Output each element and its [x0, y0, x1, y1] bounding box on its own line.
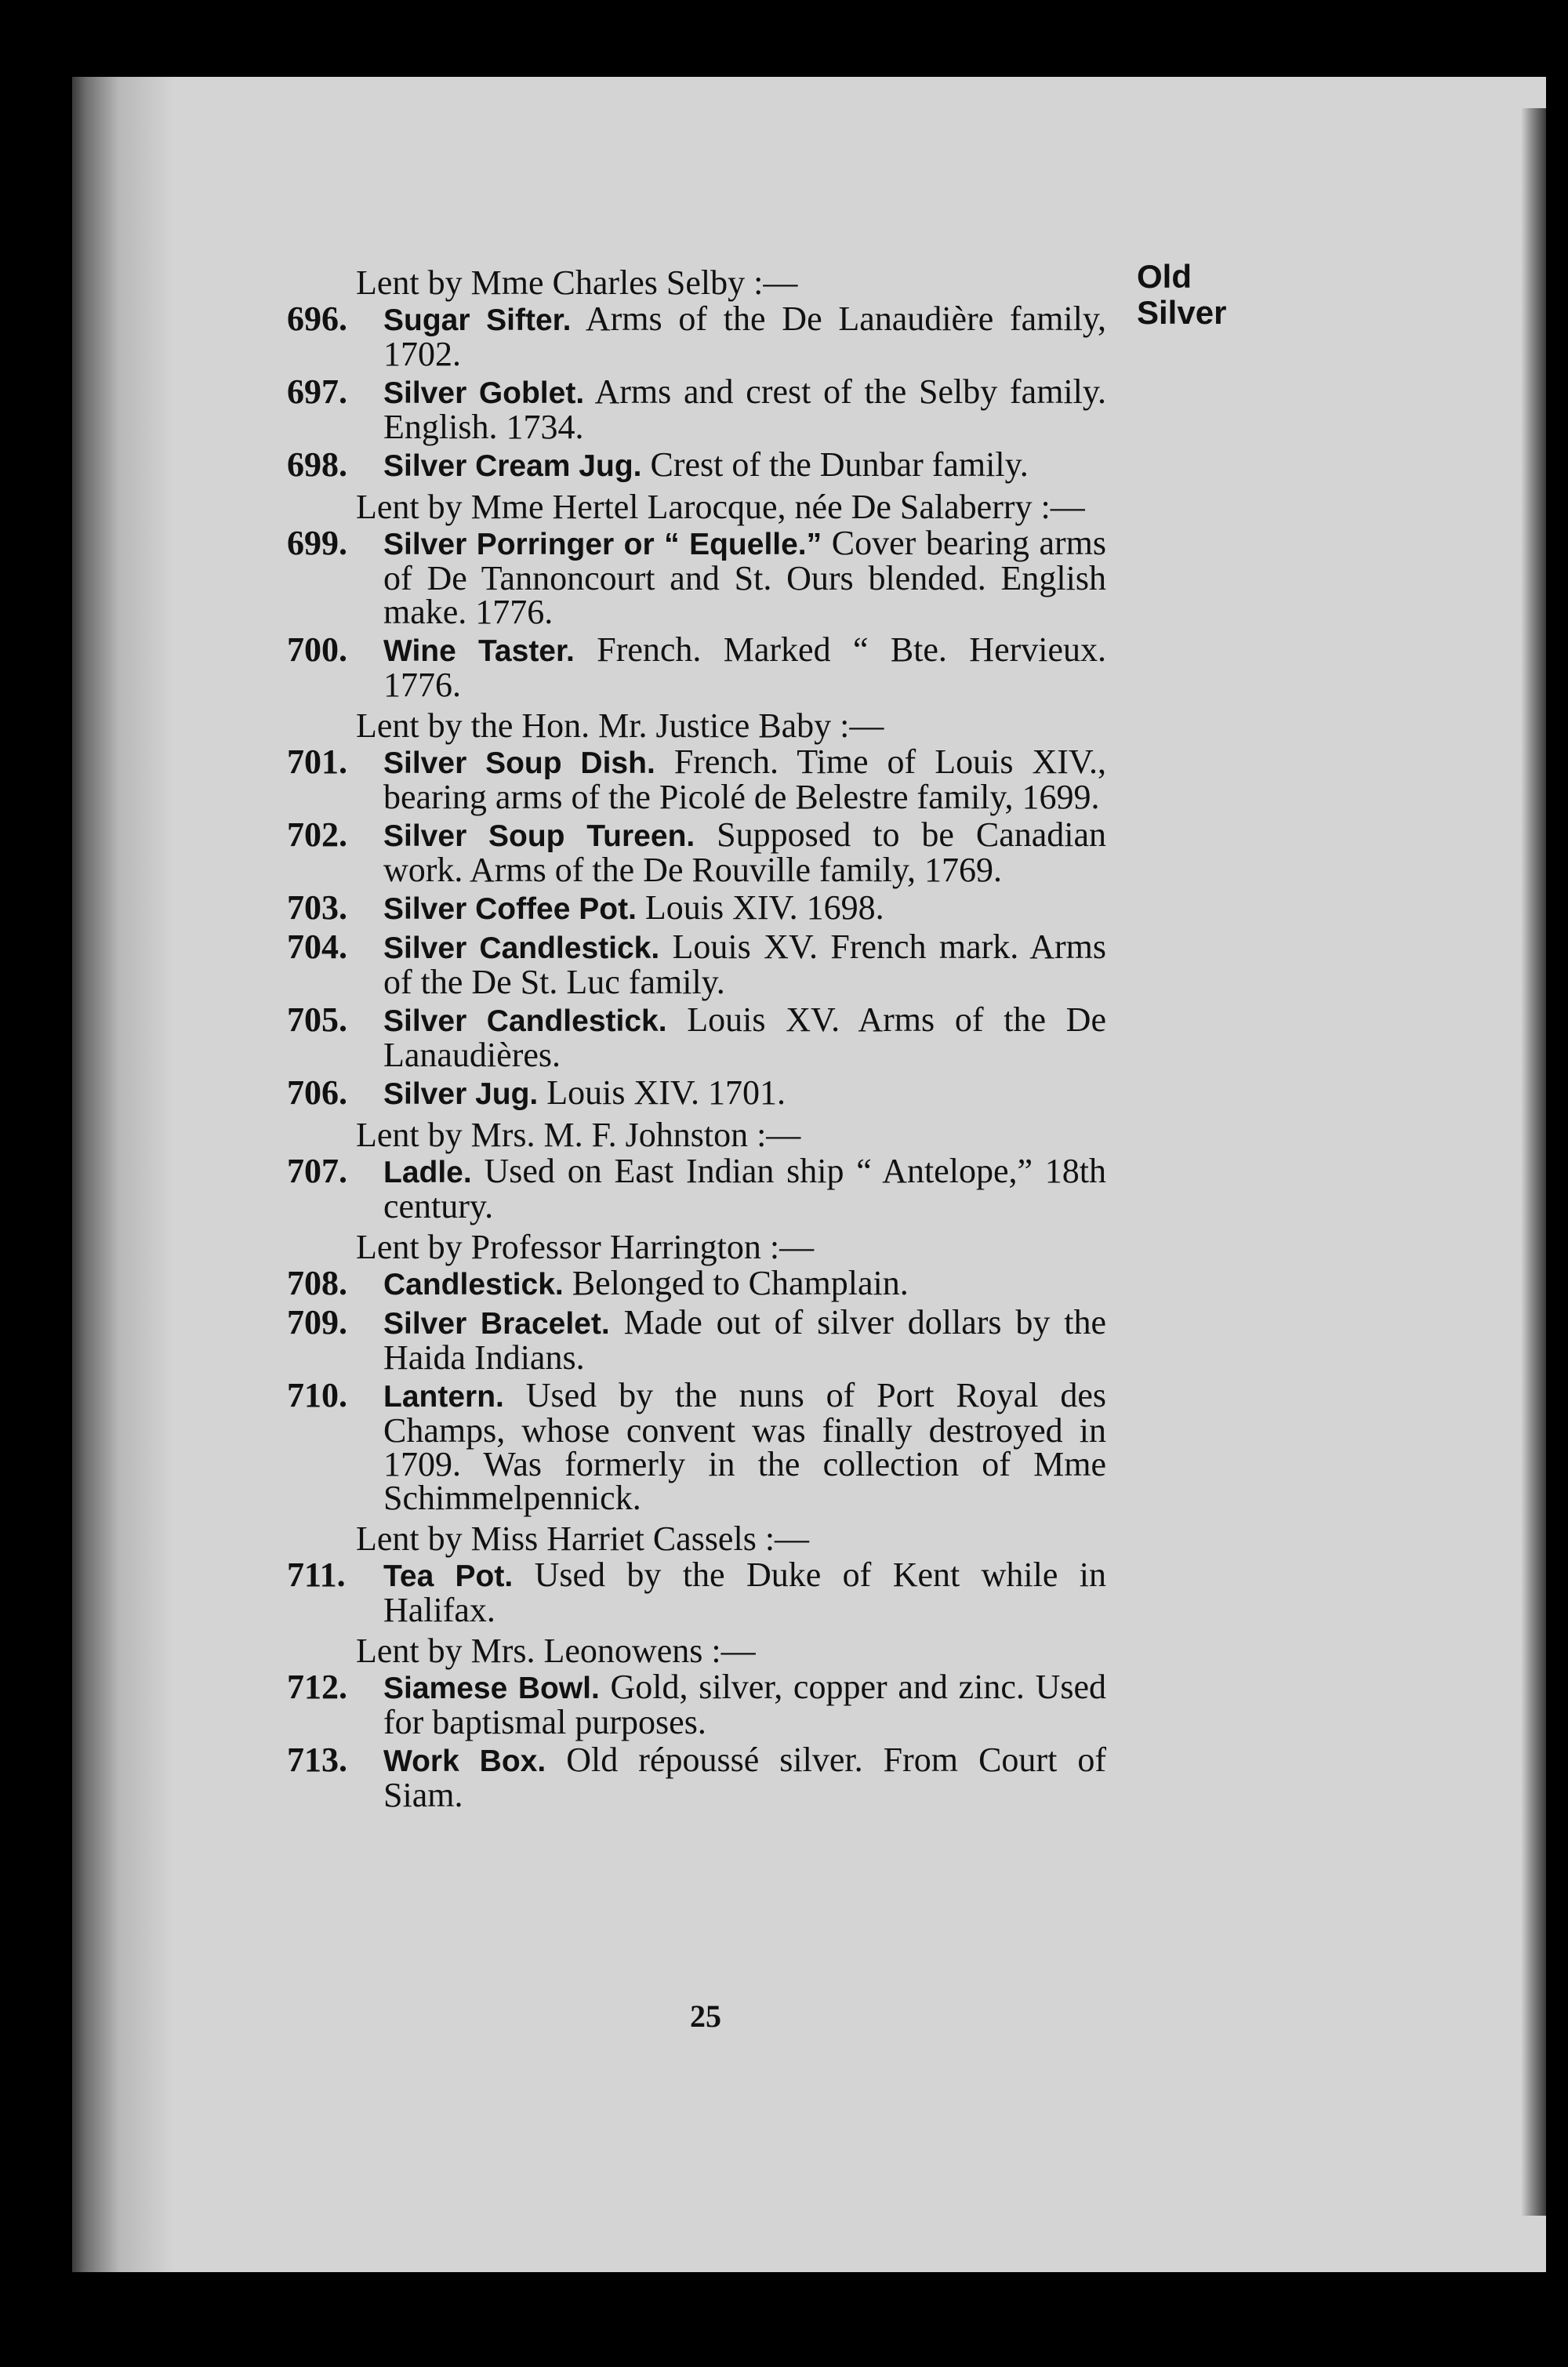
entry-title: Silver Candlestick.: [383, 1004, 667, 1038]
entry-description: Arms of the De Lanaudière family, 1702.: [383, 300, 1107, 373]
catalogue-entry: [287, 1000, 1106, 1074]
entry-title: Ladle.: [383, 1156, 472, 1189]
entry-number: 708.: [287, 1264, 347, 1302]
entry-number: 700.: [287, 630, 347, 669]
margin-note-line: Silver: [1137, 294, 1227, 331]
catalogue-entry: [287, 1303, 1107, 1377]
catalogue-list: [287, 259, 1106, 1816]
entry-description: Gold, silver, copper and zinc. Used for baptismal purposes.: [383, 1668, 1106, 1741]
lender-line: Lent by Mme Hertel Larocque, née De Salaberry :—: [356, 488, 1085, 526]
entry-description: Crest of the Dunbar family.: [650, 445, 1029, 484]
entry-description: Used by the Duke of Kent while in Halifax.: [383, 1556, 1107, 1629]
entry-title: Silver Coffee Pot.: [383, 892, 637, 926]
entry-title: Silver Soup Dish.: [383, 746, 655, 780]
entry-title: Lantern.: [383, 1380, 504, 1414]
entry-title: Tea Pot.: [383, 1559, 514, 1593]
catalogue-entry: [287, 888, 1106, 927]
lender-line: Lent by Professor Harrington :—: [356, 1228, 815, 1266]
entry-description: Used on East Indian ship “ Antelope,” 18th century.: [383, 1152, 1106, 1225]
entry-number: 698.: [287, 445, 347, 484]
margin-note: [1137, 259, 1254, 331]
entry-description: Louis XV. Arms of the De Lanaudières.: [383, 1000, 1106, 1074]
entry-title: Sugar Sifter.: [383, 303, 572, 337]
entry-description: Louis XV. French mark. Arms of the De St. Luc family.: [383, 928, 1106, 1001]
entry-title: Work Box.: [383, 1744, 546, 1778]
margin-note-line: Old: [1137, 258, 1192, 295]
entry-number: 709.: [287, 1303, 347, 1341]
catalogue-entry: [287, 930, 1106, 999]
entry-number: 705.: [287, 1000, 347, 1039]
catalogue-entry: [287, 526, 1106, 629]
entry-number: 710.: [287, 1376, 347, 1414]
entry-title: Silver Goblet.: [383, 376, 585, 410]
entry-description: Cover bearing arms of De Tannoncourt and St. Ours blended. English make. 1776.: [383, 524, 1106, 631]
entry-title: Silver Bracelet.: [383, 1307, 610, 1341]
entry-title: Silver Cream Jug.: [383, 449, 642, 483]
lender-line: Lent by the Hon. Mr. Justice Baby :—: [356, 706, 884, 745]
entry-number: 702.: [287, 815, 347, 854]
entry-description: Louis XIV. 1698.: [644, 888, 884, 927]
catalogue-entry: [287, 1743, 1106, 1812]
catalogue-entry: [287, 1154, 1106, 1223]
entry-number: 707.: [287, 1152, 347, 1190]
entry-number: 712.: [287, 1668, 347, 1706]
lender-line: Lent by Mrs. M. F. Johnston :—: [356, 1116, 801, 1154]
entry-number: 697.: [287, 372, 347, 411]
entry-description: French. Time of Louis XIV., bearing arms of the Picolé de Belestre family, 1699.: [383, 742, 1106, 816]
catalogue-entry: [287, 302, 1106, 371]
page-edge: [1521, 108, 1546, 2216]
catalogue-entry: [287, 1378, 1106, 1515]
entry-description: Belonged to Champlain.: [572, 1264, 909, 1302]
entry-description: Made out of silver dollars by the Haida Indians.: [383, 1303, 1107, 1377]
catalogue-entry: [287, 445, 1106, 484]
entry-number: 713.: [287, 1741, 347, 1779]
entry-number: 696.: [287, 300, 347, 338]
catalogue-entry: [287, 372, 1107, 446]
entry-number: 711.: [287, 1556, 346, 1594]
catalogue-entry: [287, 1073, 1106, 1112]
entry-description: Old répoussé silver. From Court of Siam.: [383, 1741, 1106, 1814]
catalogue-entry: [287, 1558, 1106, 1627]
entry-number: 701.: [287, 742, 347, 781]
page-number: 25: [690, 1999, 721, 2034]
entry-description: Used by the nuns of Port Royal des Champs, whose convent was finally destroyed in 1709. Was formerly in the collection of Mme Schimmelpennick.: [383, 1376, 1107, 1517]
catalogue-entry: [287, 1670, 1106, 1739]
entry-title: Silver Soup Tureen.: [383, 819, 695, 853]
lender-line: Lent by Mme Charles Selby :—: [356, 263, 798, 302]
entry-title: Candlestick.: [383, 1268, 564, 1301]
entry-title: Siamese Bowl.: [383, 1672, 600, 1705]
entry-description: French. Marked “ Bte. Hervieux. 1776.: [383, 630, 1107, 704]
entry-number: 706.: [287, 1073, 347, 1112]
catalogue-entry: [287, 815, 1107, 889]
catalogue-entry: [287, 742, 1106, 816]
entry-title: Silver Porringer or “ Equelle.”: [383, 528, 822, 561]
entry-number: 704.: [287, 928, 347, 966]
entry-number: 699.: [287, 524, 347, 562]
entry-number: 703.: [287, 888, 347, 927]
lender-line: Lent by Miss Harriet Cassels :—: [356, 1519, 810, 1558]
catalogue-entry: [287, 1266, 1106, 1301]
lender-line: Lent by Mrs. Leonowens :—: [356, 1632, 756, 1670]
entry-title: Silver Jug.: [383, 1077, 539, 1111]
entry-description: Louis XIV. 1701.: [546, 1073, 786, 1112]
gutter-shadow: [72, 77, 174, 2272]
entry-title: Silver Candlestick.: [383, 931, 660, 965]
entry-description: Supposed to be Canadian work. Arms of the De Rouville family, 1769.: [383, 815, 1107, 889]
entry-title: Wine Taster.: [383, 634, 575, 668]
catalogue-entry: [287, 630, 1107, 704]
entry-description: Arms and crest of the Selby family. English. 1734.: [383, 372, 1107, 446]
